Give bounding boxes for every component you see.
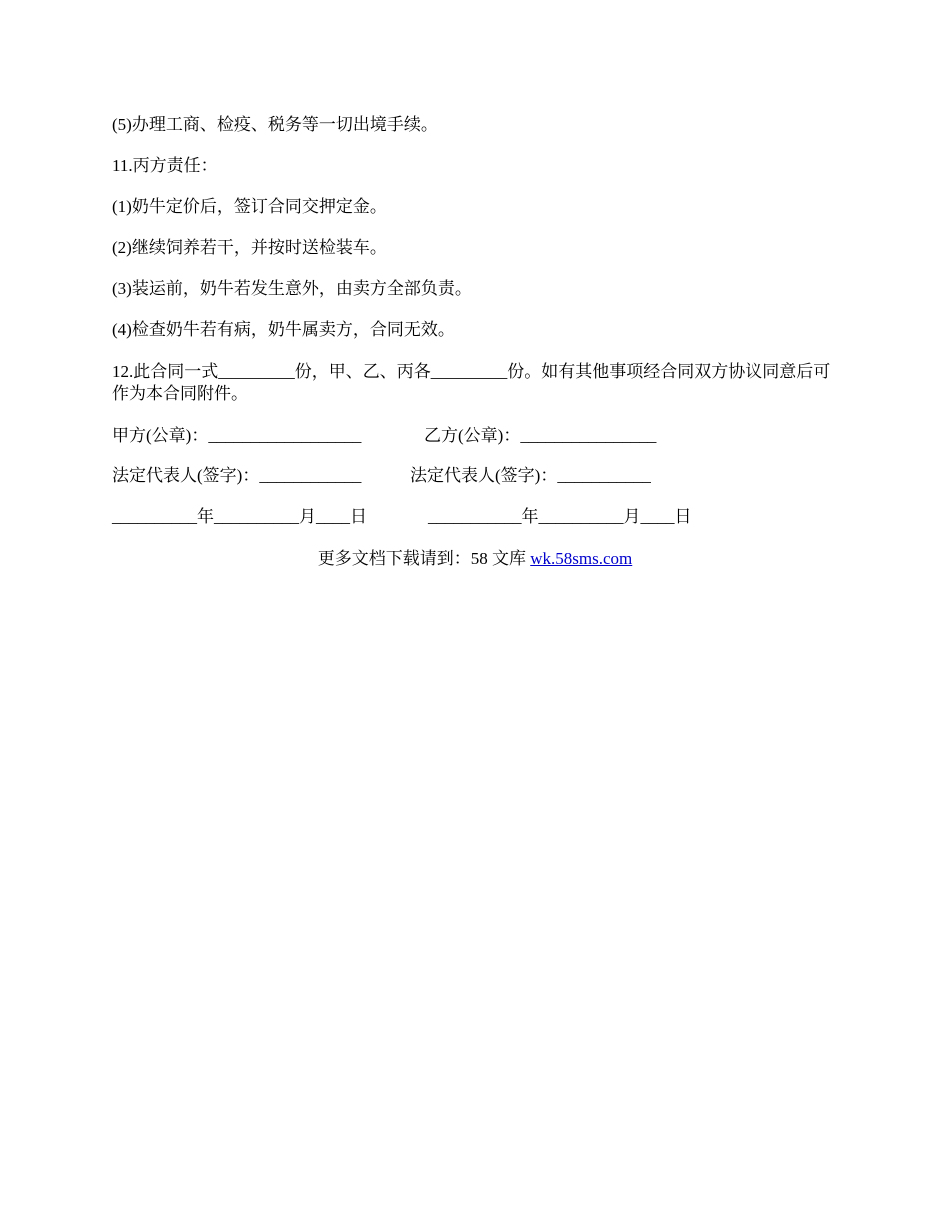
section-heading-11: 11.丙方责任： (112, 156, 218, 175)
footer-download-note (0, 548, 950, 570)
clause-12: 12.此合同一式_________份，甲、乙、丙各_________份。如有其他事项经合同双方协议同意后可作为本合同附件。 (112, 362, 831, 403)
paragraph-item-3: (3)装运前，奶牛若发生意外，由卖方全部负责。 (112, 279, 472, 298)
paragraph-item-5: (5)办理工商、检疫、税务等一切出境手续。 (112, 115, 438, 134)
party-a-representative-line: 法定代表人(签字)：____________ (112, 466, 362, 485)
footer-link[interactable]: wk.58sms.com (530, 549, 633, 568)
party-b-date-line: ___________年__________月____日 (428, 507, 692, 526)
party-a-seal-line: 甲方(公章)：__________________ (112, 426, 362, 445)
footer-prefix: 更多文档下载请到：58 文库 (317, 549, 531, 568)
party-a-date-line: __________年__________月____日 (112, 507, 367, 526)
party-b-representative-line: 法定代表人(签字)：___________ (410, 466, 651, 485)
paragraph-item-2: (2)继续饲养若干，并按时送检装车。 (112, 238, 387, 257)
paragraph-item-4: (4)检查奶牛若有病，奶牛属卖方，合同无效。 (112, 320, 455, 339)
party-b-seal-line: 乙方(公章)：________________ (424, 426, 657, 445)
paragraph-item-1: (1)奶牛定价后，签订合同交押定金。 (112, 197, 387, 216)
